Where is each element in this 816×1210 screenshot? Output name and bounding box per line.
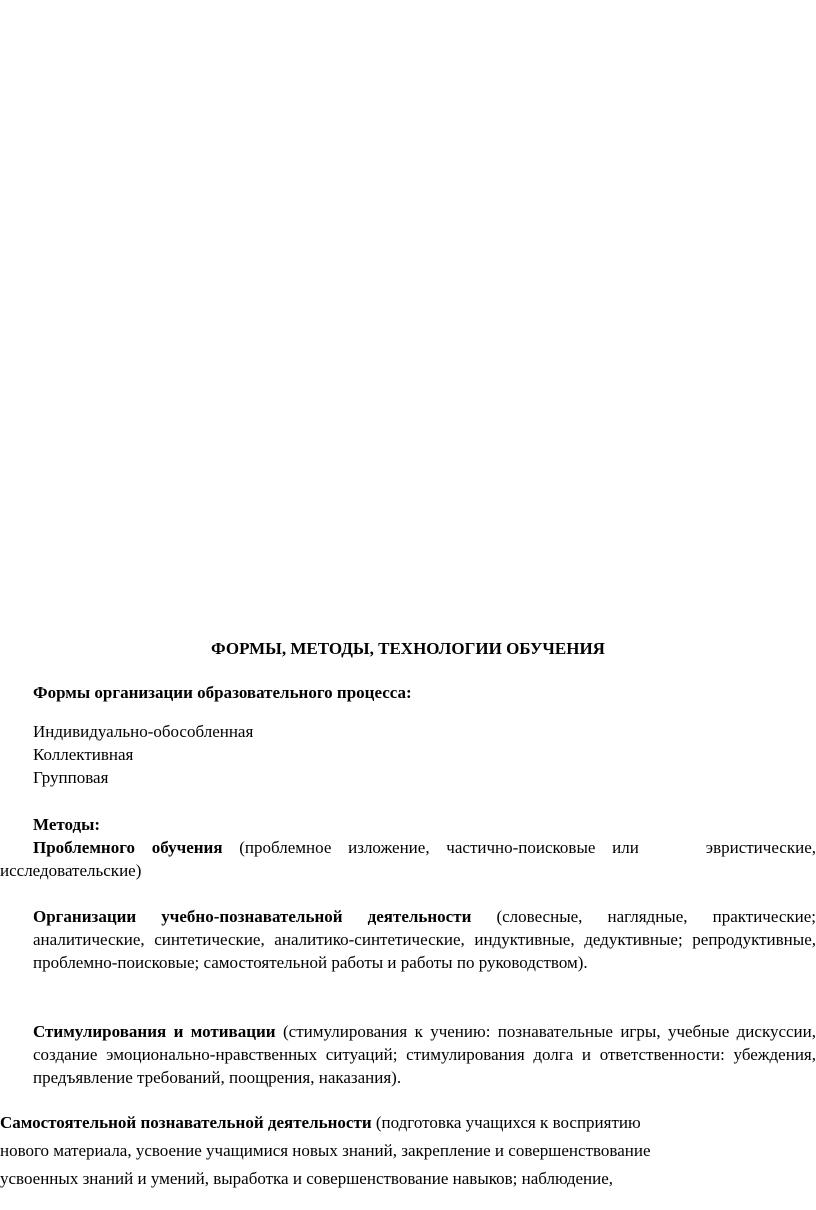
forms-heading: Формы организации образовательного процесса:: [33, 683, 412, 702]
method-stimulation: [33, 1020, 816, 1089]
list-item: Индивидуально-обособленная: [33, 722, 254, 741]
method-organization-title: Организации учебно-познавательной деятельности: [33, 907, 472, 926]
method-stimulation-title: Стимулирования и мотивации: [33, 1022, 276, 1041]
page-title: ФОРМЫ, МЕТОДЫ, ТЕХНОЛОГИИ ОБУЧЕНИЯ: [211, 639, 605, 658]
method-organization-desc: (словесные, наглядные, практические; аналитические, синтетические, аналитико-синтетические, индуктивные, дедуктивные; репродуктивные, проблемно-поисковые; самостоятельной работы и работы по руководством).: [33, 907, 816, 972]
method-independent-title: Самостоятельной познавательной деятельности: [0, 1113, 372, 1132]
method-stimulation-desc: (стимулирования к учению: познавательные игры, учебные дискуссии, создание эмоционально-нравственных ситуаций; стимулирования долга и ответственности: убеждения, предъявление требований, поощрения, наказания).: [33, 1022, 816, 1087]
method-problem-desc: (проблемное изложение, частично-поисковые или эвристические,: [222, 838, 816, 857]
method-independent-desc: (подготовка учащихся к восприятию: [371, 1113, 641, 1132]
list-item: Групповая: [33, 768, 109, 787]
method-independent: [0, 1109, 651, 1193]
method-organization: [33, 905, 816, 974]
list-item: Коллективная: [33, 745, 134, 764]
methods-heading: Методы:: [33, 815, 101, 834]
forms-list: [33, 720, 253, 789]
method-problem: [0, 836, 816, 882]
method-independent-line: усвоенных знаний и умений, выработка и совершенствование навыков; наблюдение,: [0, 1169, 614, 1188]
method-independent-line: нового материала, усвоение учащимися новых знаний, закрепление и совершенствование: [0, 1141, 651, 1160]
method-problem-title: Проблемного обучения: [33, 838, 223, 857]
method-problem-desc-cont: исследовательские): [0, 861, 142, 880]
